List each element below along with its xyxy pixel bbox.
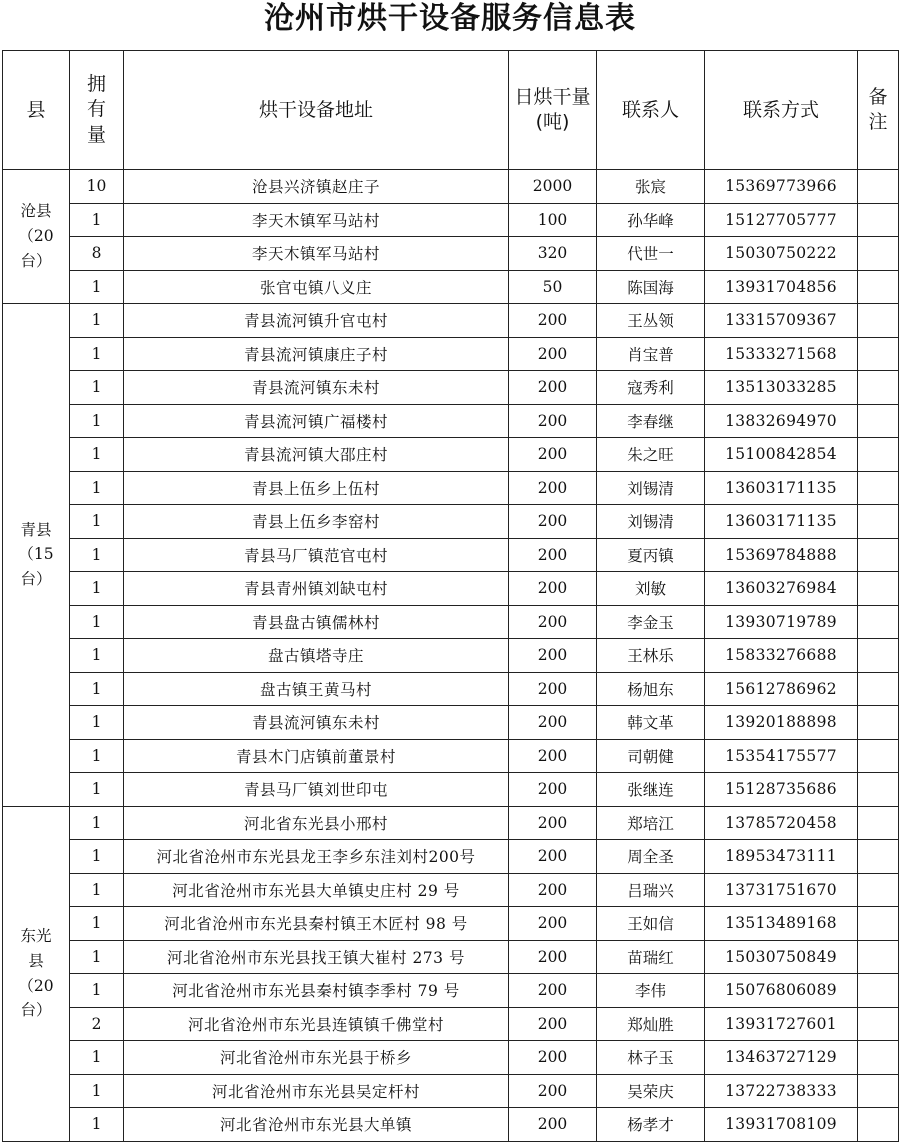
capacity-cell: 2000 — [509, 170, 597, 204]
address-cell: 河北省沧州市东光县于桥乡 — [124, 1041, 509, 1075]
capacity-cell: 200 — [509, 538, 597, 572]
remark-cell — [858, 672, 899, 706]
remark-cell — [858, 806, 899, 840]
address-cell: 张官屯镇八义庄 — [124, 270, 509, 304]
count-cell: 1 — [70, 538, 124, 572]
table-row — [3, 404, 899, 438]
header-county: 县 — [3, 51, 70, 170]
count-cell: 10 — [70, 170, 124, 204]
county-cell — [3, 170, 70, 304]
remark-cell — [858, 170, 899, 204]
remark-cell — [858, 1074, 899, 1108]
header-capacity: 日烘干量(吨) — [509, 51, 597, 170]
table-row — [3, 371, 899, 405]
table-row — [3, 505, 899, 539]
address-cell: 河北省沧州市东光县连镇镇千佛堂村 — [124, 1007, 509, 1041]
header-contact: 联系人 — [597, 51, 705, 170]
header-remark: 备注 — [858, 51, 899, 170]
phone-cell: 15127705777 — [705, 203, 858, 237]
address-cell: 青县流河镇广福楼村 — [124, 404, 509, 438]
capacity-cell: 200 — [509, 773, 597, 807]
phone-cell: 15030750849 — [705, 940, 858, 974]
table-row — [3, 237, 899, 271]
capacity-cell: 200 — [509, 505, 597, 539]
count-cell: 1 — [70, 471, 124, 505]
table-row — [3, 1041, 899, 1075]
count-cell: 1 — [70, 371, 124, 405]
phone-cell: 18953473111 — [705, 840, 858, 874]
phone-cell: 13731751670 — [705, 873, 858, 907]
count-cell: 1 — [70, 1108, 124, 1142]
phone-cell: 13603171135 — [705, 505, 858, 539]
capacity-cell: 50 — [509, 270, 597, 304]
address-cell: 河北省沧州市东光县吴定杆村 — [124, 1074, 509, 1108]
address-cell: 青县马厂镇刘世印屯 — [124, 773, 509, 807]
page-title: 沧州市烘干设备服务信息表 — [264, 1, 636, 36]
remark-cell — [858, 203, 899, 237]
count-cell: 1 — [70, 940, 124, 974]
contact-cell: 刘敏 — [597, 572, 705, 606]
contact-cell: 孙华峰 — [597, 203, 705, 237]
phone-cell: 13603276984 — [705, 572, 858, 606]
contact-cell: 李春继 — [597, 404, 705, 438]
count-cell: 1 — [70, 505, 124, 539]
county-label: 青县（15台） — [18, 520, 54, 589]
address-cell: 沧县兴济镇赵庄子 — [124, 170, 509, 204]
phone-cell: 13315709367 — [705, 304, 858, 338]
address-cell: 青县青州镇刘缺屯村 — [124, 572, 509, 606]
count-cell: 1 — [70, 706, 124, 740]
header-row — [3, 51, 899, 170]
contact-cell: 刘锡清 — [597, 505, 705, 539]
capacity-cell: 200 — [509, 1007, 597, 1041]
remark-cell — [858, 337, 899, 371]
contact-cell: 陈国海 — [597, 270, 705, 304]
count-cell: 1 — [70, 404, 124, 438]
phone-cell: 15076806089 — [705, 974, 858, 1008]
count-cell: 1 — [70, 739, 124, 773]
count-cell: 1 — [70, 337, 124, 371]
address-cell: 青县流河镇升官屯村 — [124, 304, 509, 338]
address-cell: 河北省东光县小邢村 — [124, 806, 509, 840]
header-count: 拥有量 — [70, 51, 124, 170]
capacity-cell: 200 — [509, 706, 597, 740]
phone-cell: 15128735686 — [705, 773, 858, 807]
contact-cell: 王如信 — [597, 907, 705, 941]
capacity-cell: 320 — [509, 237, 597, 271]
phone-cell: 13603171135 — [705, 471, 858, 505]
table-row — [3, 1074, 899, 1108]
remark-cell — [858, 773, 899, 807]
capacity-cell: 200 — [509, 940, 597, 974]
phone-cell: 13832694970 — [705, 404, 858, 438]
capacity-cell: 200 — [509, 672, 597, 706]
remark-cell — [858, 940, 899, 974]
remark-cell — [858, 739, 899, 773]
capacity-cell: 200 — [509, 337, 597, 371]
dryer-service-table — [2, 50, 899, 1142]
contact-cell: 吴荣庆 — [597, 1074, 705, 1108]
capacity-cell: 200 — [509, 371, 597, 405]
count-cell: 1 — [70, 304, 124, 338]
table-row — [3, 1108, 899, 1142]
count-cell: 1 — [70, 639, 124, 673]
remark-cell — [858, 974, 899, 1008]
contact-cell: 肖宝普 — [597, 337, 705, 371]
phone-cell: 13722738333 — [705, 1074, 858, 1108]
contact-cell: 李金玉 — [597, 605, 705, 639]
remark-cell — [858, 404, 899, 438]
contact-cell: 张宸 — [597, 170, 705, 204]
table-row — [3, 471, 899, 505]
phone-cell: 13785720458 — [705, 806, 858, 840]
capacity-cell: 200 — [509, 840, 597, 874]
remark-cell — [858, 639, 899, 673]
table-row — [3, 538, 899, 572]
count-cell: 1 — [70, 974, 124, 1008]
address-cell: 青县木门店镇前董景村 — [124, 739, 509, 773]
table-row — [3, 773, 899, 807]
remark-cell — [858, 1041, 899, 1075]
address-cell: 青县盘古镇儒林村 — [124, 605, 509, 639]
remark-cell — [858, 840, 899, 874]
capacity-cell: 200 — [509, 873, 597, 907]
table-row — [3, 940, 899, 974]
address-cell: 青县流河镇康庄子村 — [124, 337, 509, 371]
capacity-cell: 200 — [509, 907, 597, 941]
count-cell: 1 — [70, 270, 124, 304]
phone-cell: 13931704856 — [705, 270, 858, 304]
table-row — [3, 907, 899, 941]
table-row — [3, 270, 899, 304]
phone-cell: 15612786962 — [705, 672, 858, 706]
phone-cell: 15833276688 — [705, 639, 858, 673]
phone-cell: 15369773966 — [705, 170, 858, 204]
remark-cell — [858, 538, 899, 572]
capacity-cell: 200 — [509, 739, 597, 773]
address-cell: 河北省沧州市东光县大单镇 — [124, 1108, 509, 1142]
table-row — [3, 974, 899, 1008]
contact-cell: 代世一 — [597, 237, 705, 271]
address-cell: 河北省沧州市东光县秦村镇李季村 79 号 — [124, 974, 509, 1008]
address-cell: 河北省沧州市东光县找王镇大崔村 273 号 — [124, 940, 509, 974]
address-cell: 盘古镇王黄马村 — [124, 672, 509, 706]
contact-cell: 朱之旺 — [597, 438, 705, 472]
county-label: 沧县（20台） — [18, 202, 54, 270]
address-cell: 青县马厂镇范官屯村 — [124, 538, 509, 572]
capacity-cell: 200 — [509, 605, 597, 639]
count-cell: 1 — [70, 806, 124, 840]
count-cell: 1 — [70, 840, 124, 874]
table-row — [3, 1007, 899, 1041]
address-cell: 河北省沧州市东光县秦村镇王木匠村 98 号 — [124, 907, 509, 941]
capacity-cell: 200 — [509, 806, 597, 840]
remark-cell — [858, 237, 899, 271]
address-cell: 青县流河镇东未村 — [124, 706, 509, 740]
phone-cell: 15030750222 — [705, 237, 858, 271]
phone-cell: 15333271568 — [705, 337, 858, 371]
capacity-cell: 200 — [509, 974, 597, 1008]
table-row — [3, 706, 899, 740]
count-cell: 2 — [70, 1007, 124, 1041]
remark-cell — [858, 438, 899, 472]
contact-cell: 苗瑞红 — [597, 940, 705, 974]
remark-cell — [858, 907, 899, 941]
address-cell: 青县流河镇大邵庄村 — [124, 438, 509, 472]
contact-cell: 杨旭东 — [597, 672, 705, 706]
address-cell: 李天木镇军马站村 — [124, 203, 509, 237]
contact-cell: 郑灿胜 — [597, 1007, 705, 1041]
count-cell: 8 — [70, 237, 124, 271]
phone-cell: 13463727129 — [705, 1041, 858, 1075]
remark-cell — [858, 1007, 899, 1041]
phone-cell: 13930719789 — [705, 605, 858, 639]
count-cell: 1 — [70, 605, 124, 639]
contact-cell: 夏丙镇 — [597, 538, 705, 572]
count-cell: 1 — [70, 907, 124, 941]
remark-cell — [858, 304, 899, 338]
remark-cell — [858, 505, 899, 539]
phone-cell: 15354175577 — [705, 739, 858, 773]
count-cell: 1 — [70, 1041, 124, 1075]
table-row — [3, 572, 899, 606]
contact-cell: 杨孝才 — [597, 1108, 705, 1142]
count-cell: 1 — [70, 773, 124, 807]
address-cell: 青县上伍乡上伍村 — [124, 471, 509, 505]
contact-cell: 司朝健 — [597, 739, 705, 773]
table-row — [3, 672, 899, 706]
remark-cell — [858, 471, 899, 505]
table-row — [3, 840, 899, 874]
table-row — [3, 203, 899, 237]
address-cell: 盘古镇塔寺庄 — [124, 639, 509, 673]
contact-cell: 周全圣 — [597, 840, 705, 874]
capacity-cell: 200 — [509, 639, 597, 673]
remark-cell — [858, 270, 899, 304]
remark-cell — [858, 605, 899, 639]
phone-cell: 13920188898 — [705, 706, 858, 740]
phone-cell: 13513033285 — [705, 371, 858, 405]
table-body — [3, 170, 899, 1142]
county-label: 东光县（20台） — [18, 926, 54, 1020]
header-phone: 联系方式 — [705, 51, 858, 170]
capacity-cell: 100 — [509, 203, 597, 237]
address-cell: 河北省沧州市东光县龙王李乡东洼刘村200号 — [124, 840, 509, 874]
phone-cell: 15100842854 — [705, 438, 858, 472]
capacity-cell: 200 — [509, 438, 597, 472]
header-address: 烘干设备地址 — [124, 51, 509, 170]
capacity-cell: 200 — [509, 1074, 597, 1108]
contact-cell: 寇秀利 — [597, 371, 705, 405]
contact-cell: 王林乐 — [597, 639, 705, 673]
count-cell: 1 — [70, 873, 124, 907]
table-row — [3, 337, 899, 371]
table-row — [3, 605, 899, 639]
table-row — [3, 739, 899, 773]
count-cell: 1 — [70, 1074, 124, 1108]
county-cell — [3, 806, 70, 1141]
contact-cell: 郑培江 — [597, 806, 705, 840]
phone-cell: 13931708109 — [705, 1108, 858, 1142]
address-cell: 青县上伍乡李窑村 — [124, 505, 509, 539]
table-row — [3, 873, 899, 907]
capacity-cell: 200 — [509, 304, 597, 338]
phone-cell: 13513489168 — [705, 907, 858, 941]
table-row — [3, 170, 899, 204]
count-cell: 1 — [70, 672, 124, 706]
count-cell: 1 — [70, 572, 124, 606]
capacity-cell: 200 — [509, 404, 597, 438]
capacity-cell: 200 — [509, 1041, 597, 1075]
contact-cell: 韩文革 — [597, 706, 705, 740]
table-row — [3, 438, 899, 472]
table-row — [3, 806, 899, 840]
contact-cell: 林子玉 — [597, 1041, 705, 1075]
remark-cell — [858, 706, 899, 740]
count-cell: 1 — [70, 203, 124, 237]
remark-cell — [858, 873, 899, 907]
address-cell: 河北省沧州市东光县大单镇史庄村 29 号 — [124, 873, 509, 907]
remark-cell — [858, 1108, 899, 1142]
county-cell — [3, 304, 70, 807]
count-cell: 1 — [70, 438, 124, 472]
remark-cell — [858, 371, 899, 405]
capacity-cell: 200 — [509, 572, 597, 606]
capacity-cell: 200 — [509, 1108, 597, 1142]
remark-cell — [858, 572, 899, 606]
phone-cell: 13931727601 — [705, 1007, 858, 1041]
contact-cell: 吕瑞兴 — [597, 873, 705, 907]
contact-cell: 张继连 — [597, 773, 705, 807]
phone-cell: 15369784888 — [705, 538, 858, 572]
address-cell: 青县流河镇东未村 — [124, 371, 509, 405]
table-row — [3, 304, 899, 338]
contact-cell: 李伟 — [597, 974, 705, 1008]
table-row — [3, 639, 899, 673]
contact-cell: 刘锡清 — [597, 471, 705, 505]
contact-cell: 王丛领 — [597, 304, 705, 338]
capacity-cell: 200 — [509, 471, 597, 505]
address-cell: 李天木镇军马站村 — [124, 237, 509, 271]
